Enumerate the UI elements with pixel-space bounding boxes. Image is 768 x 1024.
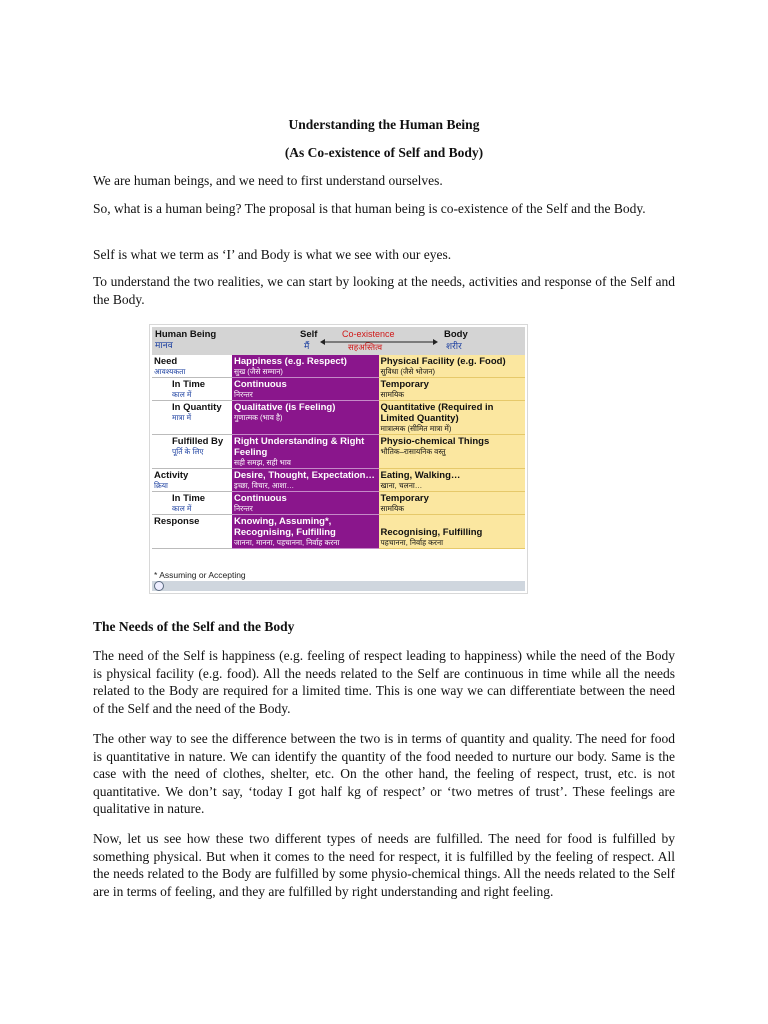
- intro-paragraph-3: Self is what we term as ‘I’ and Body is what we see with our eyes.: [93, 247, 452, 262]
- slide-scrollbar[interactable]: [152, 581, 525, 591]
- self-cell-hindi: निरन्तर: [234, 390, 253, 399]
- self-cell: Happiness (e.g. Respect): [234, 356, 347, 367]
- row-label: Response: [154, 516, 200, 527]
- self-body-comparison-figure: [150, 325, 527, 593]
- self-cell-hindi: निरन्तर: [234, 504, 253, 513]
- intro-paragraph-1: We are human beings, and we need to first understand ourselves.: [93, 173, 443, 188]
- table-row: [152, 378, 525, 401]
- slide-nav-icon[interactable]: [154, 581, 164, 591]
- body-cell: Temporary: [380, 493, 429, 504]
- body-cell: Eating, Walking…: [380, 470, 461, 481]
- self-cell-hindi: सुख (जैसे सम्मान): [234, 367, 283, 376]
- header-human-being-hindi: मानव: [155, 340, 173, 350]
- body-cell-hindi: सामयिक: [380, 390, 405, 399]
- row-label: In Quantity: [172, 402, 222, 413]
- table-row: [152, 435, 525, 469]
- row-label-hindi: काल में: [172, 390, 192, 399]
- body-cell-hindi: मात्रात्मक (सीमित मात्रा में): [380, 424, 452, 433]
- self-cell: Continuous: [234, 493, 287, 504]
- header-body-hindi: शरीर: [446, 341, 462, 351]
- self-cell: Right Understanding & Right Feeling: [234, 436, 365, 458]
- header-body: Body: [444, 329, 468, 340]
- intro-paragraph-2: So, what is a human being? The proposal is that human being is co-existence of the Self and the Body.: [93, 201, 646, 216]
- figure-footnote: * Assuming or Accepting: [154, 570, 246, 580]
- intro-paragraph-4: To understand the two realities, we can start by looking at the needs, activities and response of the Self and the Body.: [93, 274, 675, 307]
- document-subtitle: (As Co-existence of Self and Body): [284, 145, 484, 160]
- row-label-hindi: आवश्यकता: [154, 367, 186, 376]
- header-coexistence-hindi: सहअस्तित्व: [348, 342, 383, 352]
- header-self: Self: [300, 329, 318, 340]
- document-title: Understanding the Human Being: [288, 117, 480, 132]
- row-label-hindi: मात्रा में: [172, 413, 192, 422]
- comparison-table: [152, 327, 525, 549]
- table-row: [152, 469, 525, 492]
- row-label-hindi: पूर्ति के लिए: [172, 447, 204, 456]
- body-cell-hindi: सामयिक: [380, 504, 405, 513]
- self-cell-hindi: इच्छा, विचार, आशा…: [234, 481, 295, 490]
- row-label: Fulfilled By: [172, 436, 224, 447]
- header-coexistence: Co-existence: [342, 329, 395, 339]
- body-cell-hindi: पहचानना, निर्वाह करना: [380, 538, 444, 547]
- row-label-hindi: क्रिया: [154, 481, 168, 490]
- self-cell: Qualitative (is Feeling): [234, 402, 336, 413]
- section-heading: The Needs of the Self and the Body: [93, 619, 295, 634]
- body-cell-hindi: सुविधा (जैसे भोजन): [380, 367, 435, 376]
- header-self-hindi: मैं: [304, 341, 310, 351]
- body-cell-hindi: भौतिक–रासायनिक वस्तु: [380, 447, 446, 456]
- body-paragraph-1: The need of the Self is happiness (e.g. feeling of respect leading to happiness) while the need of the Body is physical facility (e.g. food). All the needs related to the Self are continuous in time while all the needs related to the Body are required for a limited time. This is one way we can differentiate between the need of the Self and the need of the Body.: [93, 648, 675, 716]
- table-row: [152, 515, 525, 549]
- body-cell: Quantitative (Required in Limited Quantity): [380, 402, 494, 424]
- self-cell-hindi: गुणात्मक (भाव है): [234, 413, 283, 422]
- self-cell: Knowing, Assuming*, Recognising, Fulfilling: [234, 516, 336, 538]
- table-row: [152, 401, 525, 435]
- body-paragraph-3: Now, let us see how these two different types of needs are fulfilled. The need for food is fulfilled by something physical. But when it comes to the need for respect, it is fulfilled by the feeling of respect. All the needs related to the Body are fulfilled by some physio-chemical things. All the needs related to the Self are in terms of feeling, and they are fulfilled by right understanding and right feeling.: [93, 831, 675, 899]
- table-header-row: [152, 327, 525, 355]
- body-cell: Recognising, Fulfilling: [380, 527, 483, 538]
- body-paragraph-2: The other way to see the difference between the two is in terms of quantity and quality. The need for food is quantitative in nature. We can identify the quantity of the food needed to nurture our body. Same is the case with the need of clothes, shelter, etc. On the other hand, the feeling of respect, trust, etc. is not quantitative. We don’t say, ‘today I got half kg of respect’ or ‘two metres of trust’. These feelings are qualitative in nature.: [93, 731, 675, 816]
- body-cell: Physio-chemical Things: [380, 436, 490, 447]
- self-cell: Desire, Thought, Expectation…: [234, 470, 375, 481]
- self-cell-hindi: सही समझ, सही भाव: [234, 458, 291, 467]
- body-cell-hindi: खाना, चलना…: [380, 481, 423, 490]
- table-row: [152, 355, 525, 378]
- row-label: Need: [154, 356, 178, 367]
- table-row: [152, 492, 525, 515]
- row-label: In Time: [172, 493, 206, 504]
- body-cell: Temporary: [380, 379, 429, 390]
- body-cell: Physical Facility (e.g. Food): [380, 356, 506, 367]
- row-label: Activity: [154, 470, 189, 481]
- self-cell-hindi: जानना, मानना, पहचानना, निर्वाह करना: [234, 538, 340, 547]
- header-human-being: Human Being: [155, 329, 217, 340]
- row-label: In Time: [172, 379, 206, 390]
- self-cell: Continuous: [234, 379, 287, 390]
- row-label-hindi: काल में: [172, 504, 192, 513]
